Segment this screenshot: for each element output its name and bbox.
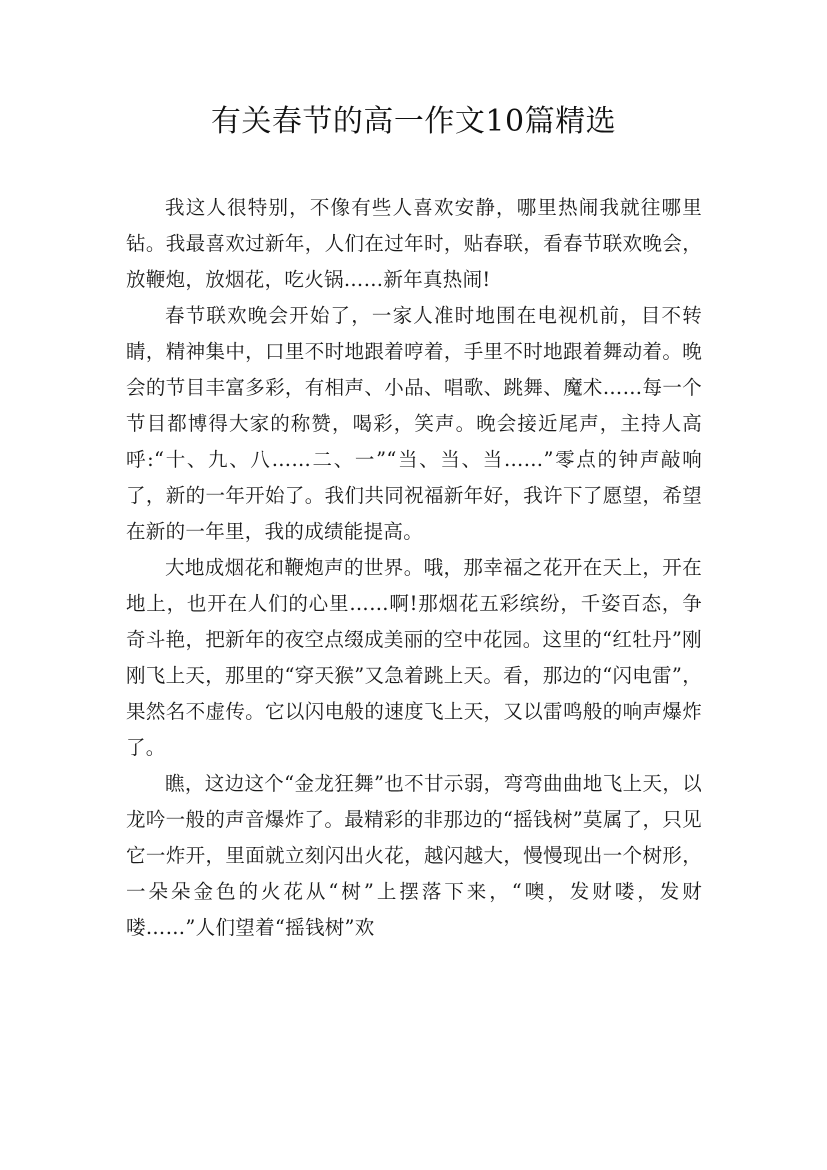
document-body (126, 190, 702, 946)
paragraph: 大地成烟花和鞭炮声的世界。哦，那幸福之花开在天上，开在地上，也开在人们的心里……啊!那烟花五彩缤纷，千姿百态，争奇斗艳，把新年的夜空点缀成美丽的空中花园。这里的“红牡丹”刚刚飞上天，那里的“穿天猴”又急着跳上天。看，那边的“闪电雷”，果然名不虚传。它以闪电般的速度飞上天，又以雷鸣般的响声爆炸了。 (126, 556, 702, 759)
paragraph: 我这人很特别，不像有些人喜欢安静，哪里热闹我就往哪里钻。我最喜欢过新年，人们在过年时，贴春联，看春节联欢晚会，放鞭炮，放烟花，吃火锅……新年真热闹! (126, 196, 702, 291)
document-title: 有关春节的高一作文10篇精选 (210, 104, 617, 139)
paragraph: 春节联欢晚会开始了，一家人准时地围在电视机前，目不转睛，精神集中，口里不时地跟着哼着，手里不时地跟着舞动着。晚会的节目丰富多彩，有相声、小品、唱歌、跳舞、魔术……每一个节目都博得大家的称赞，喝彩，笑声。晚会接近尾声，主持人高呼:“十、九、八……二、一”“当、当、当……”零点的钟声敲响了，新的一年开始了。我们共同祝福新年好，我许下了愿望，希望在新的一年里，我的成绩能提高。 (126, 304, 702, 543)
paragraph: 瞧，这边这个“金龙狂舞”也不甘示弱，弯弯曲曲地飞上天，以龙吟一般的声音爆炸了。最精彩的非那边的“摇钱树”莫属了，只见它一炸开，里面就立刻闪出火花，越闪越大，慢慢现出一个树形，一朵朵金色的火花从“树”上摆落下来，“噢，发财喽，发财喽……”人们望着“摇钱树”欢 (126, 772, 702, 939)
